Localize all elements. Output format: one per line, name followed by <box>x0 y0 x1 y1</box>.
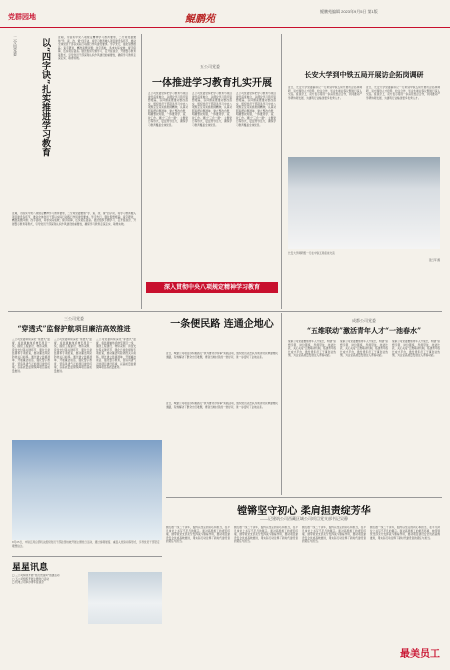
main-photo-caption: 8月25日，中铁五局总部机关组织党员干部赴西柏坡开展主题党日活动，通过参观展馆、重温入党誓词等形式，引导党员干部坚定理想信念。 <box>12 541 160 548</box>
article-5-body: 近日，城建公司项目部积极践行“我为群众办实事”实践活动，组织党员突击队为周边村民修建便民道路，有效解决了群众出行难题，得到当地村民的一致好评，进一步密切了企地关系。 <box>166 352 278 359</box>
article-2-body-col3: 五公司党委坚持把学习教育与项目建设深度融合，以理论学习筑牢思想根基，以问题查摆推动整改落实，组织党员干部逐条学习中央八项规定及其实施细则精神，认真对照查摆问题清单，建立整改台账，明确整改时限，一体推进学、查、改工作。通过“三会一课”、主题党日等形式，层层传导压力，确保学习教育覆盖全体党员。 <box>236 92 276 127</box>
column-divider <box>281 313 282 495</box>
section-divider <box>12 556 162 557</box>
article-8-photo <box>88 572 162 624</box>
article-2-banner: 深入贯彻中央八项规定精神学习教育 <box>146 282 278 293</box>
column-divider <box>281 34 282 309</box>
article-4-body-col3: 三公司党委持续深化“穿透式”监督，将监督触角延伸至项目一线，围绕工程建设、物资采购、资金支付等关键环节，强化日常监督和专项检查，推动廉洁风险防控关口前移。通过建立监督清单、开展廉洁谈话、强化警示教育，营造风清气正的项目建设环境，以高质量监督保障项目高质量推进。 <box>96 338 136 369</box>
article-1-body-continued: 近期，为落实中央八项规定精神学习教育要求，二分局党委聚焦“学、查、改、督”四字诀，将学习教育融入项目建设各环节，推动全体党员干部以实际行动践行作风建设要求。学字先行，强化思想根基；查字跟进，精准查摆问题；改字落地，务求实际成效；督字保障，压实责任链条。通过组织专题学习、召开座谈会、开展警示教育等形式，引导党员干部深刻认识作风建设的重要性，确保学习教育走深走实、取得实效。 <box>12 212 136 226</box>
article-3-body-col2: 近日，长安大学党委副书记一行来到中铁五局开展访企拓岗调研，双方围绕人才培养、校企合作、毕业生就业等议题进行深入交流。座谈会上，双方表示将进一步深化校企合作，共同推动产学研协同发展，为建筑行业输送更多优秀人才。 <box>366 86 440 100</box>
article-2-title: 一体推进学习教育扎实开展 <box>152 78 272 89</box>
article-8-title: 星星讯息 <box>12 563 49 573</box>
article-3-body: 近日，长安大学党委副书记一行来到中铁五局开展访企拓岗调研，双方围绕人才培养、校企合作、毕业生就业等议题进行深入交流。座谈会上，双方表示将进一步深化校企合作，共同推动产学研协同发展，为建筑行业输送更多优秀人才。 <box>288 86 362 100</box>
article-3-title: 长安大学到中铁五局开展访企拓岗调研 <box>304 70 424 79</box>
masthead-logo: 鲲鹏苑 <box>185 14 215 25</box>
article-6-body-col2: 成都公司党委聚焦青年人才成长，构建“思想引领、岗位锻炼、导师带徒、技能比武、关心关爱”五维联动机制，搭建青年成长成才平台，激发青年员工干事创业热情，为企业高质量发展注入青春动能。 <box>340 340 388 357</box>
article-2-kicker: 五公司党委 <box>200 64 220 69</box>
article-3-photo-caption: 长安大学调研组一行在中铁五局座谈交流 <box>288 252 335 255</box>
article-4-body-col2: 三公司党委持续深化“穿透式”监督，将监督触角延伸至项目一线，围绕工程建设、物资采购、资金支付等关键环节，强化日常监督和专项检查，推动廉洁风险防控关口前移。通过建立监督清单、开展廉洁谈话、强化警示教育，营造风清气正的项目建设环境，以高质量监督保障项目高质量推进。 <box>54 338 92 373</box>
article-1-kicker: 二分局党委 <box>13 36 18 56</box>
article-7-body-col3: 她扎根一线二十余年，始终以坚定的初心和担当，在平凡岗位上书写不平凡的篇章。面对高原施工的艰苦环境，她带领党支部充分发挥战斗堡垒作用，推动项目建设安全优质高效推进，用实际行动诠释了新时代建设者的责任与担当。 <box>302 526 366 543</box>
article-4-kicker: 三公司党委 <box>64 316 84 321</box>
section-divider <box>166 497 442 498</box>
article-4-body: 三公司党委持续深化“穿透式”监督，将监督触角延伸至项目一线，围绕工程建设、物资采购、资金支付等关键环节，强化日常监督和专项检查，推动廉洁风险防控关口前移。通过建立监督清单、开展廉洁谈话、强化警示教育，营造风清气正的项目建设环境，以高质量监督保障项目高质量推进。 <box>12 338 50 373</box>
header-rule <box>0 27 450 28</box>
section-label: 党群园地 <box>8 14 36 21</box>
article-5-title: 一条便民路 连通企地心 <box>170 319 274 330</box>
article-6-title: “五维联动”激活青年人才“一池春水” <box>306 326 422 335</box>
article-7-body-col2: 她扎根一线二十余年，始终以坚定的初心和担当，在平凡岗位上书写不平凡的篇章。面对高原施工的艰苦环境，她带领党支部充分发挥战斗堡垒作用，推动项目建设安全优质高效推进，用实际行动诠释了新时代建设者的责任与担当。 <box>234 526 298 543</box>
page-header <box>0 0 450 26</box>
article-6-body: 成都公司党委聚焦青年人才成长，构建“思想引领、岗位锻炼、导师带徒、技能比武、关心关爱”五维联动机制，搭建青年成长成才平台，激发青年员工干事创业热情，为企业高质量发展注入青春动能。 <box>288 340 336 357</box>
article-2-body: 五公司党委坚持把学习教育与项目建设深度融合，以理论学习筑牢思想根基，以问题查摆推动整改落实，组织党员干部逐条学习中央八项规定及其实施细则精神，认真对照查摆问题清单，建立整改台账，明确整改时限，一体推进学、查、改工作。通过“三会一课”、主题党日等形式，层层传导压力，确保学习教育覆盖全体党员。 <box>148 92 188 127</box>
article-7-subtitle: ——记建筑公司西藏区域公司项目党支部书记吴静 <box>260 516 348 521</box>
article-3-credit: 张红军 摄 <box>428 259 440 262</box>
article-7-body: 她扎根一线二十余年，始终以坚定的初心和担当，在平凡岗位上书写不平凡的篇章。面对高原施工的艰苦环境，她带领党支部充分发挥战斗堡垒作用，推动项目建设安全优质高效推进，用实际行动诠释了新时代建设者的责任与担当。 <box>166 526 230 543</box>
issue-meta: 鲲鹏苑编辑 2023年9月5日 第1版 <box>320 9 378 14</box>
article-7-body-col4: 她扎根一线二十余年，始终以坚定的初心和担当，在平凡岗位上书写不平凡的篇章。面对高原施工的艰苦环境，她带领党支部充分发挥战斗堡垒作用，推动项目建设安全优质高效推进，用实际行动诠释了新时代建设者的责任与担当。 <box>370 526 440 540</box>
article-4-title: “穿透式”监督护航项目廉洁高效推进 <box>17 324 131 333</box>
main-photo <box>12 440 162 540</box>
article-7-title: 镗锵坚守初心 柔肩担责绽芳华 <box>237 506 371 517</box>
article-6-kicker: 成都公司党委 <box>352 318 376 323</box>
article-8-body <box>12 574 84 662</box>
list-item: □ 五公司组织开展主题党日活动 <box>12 577 49 581</box>
footer-logo: 最美员工 <box>400 649 440 660</box>
article-3-photo <box>288 157 440 249</box>
column-divider <box>141 34 142 309</box>
section-divider <box>8 311 442 312</box>
list-item: □ 三公司持续开展“党员先锋岗”创建活动 <box>12 574 60 577</box>
article-1-body: 近期，为落实中央八项规定精神学习教育要求，二分局党委聚焦“学、查、改、督”四字诀，将学习教育融入项目建设各环节，推动全体党员干部以实际行动践行作风建设要求。学字先行，强化思想根基；查字跟进，精准查摆问题；改字落地，务求实际成效；督字保障，压实责任链条。通过组织专题学习、召开座谈会、开展警示教育等形式，引导党员干部深刻认识作风建设的重要性，确保学习教育走深走实、取得实效。 <box>58 36 136 60</box>
article-2-body-col2: 五公司党委坚持把学习教育与项目建设深度融合，以理论学习筑牢思想根基，以问题查摆推动整改落实，组织党员干部逐条学习中央八项规定及其实施细则精神，认真对照查摆问题清单，建立整改台账，明确整改时限，一体推进学、查、改工作。通过“三会一课”、主题党日等形式，层层传导压力，确保学习教育覆盖全体党员。 <box>192 92 232 127</box>
list-item: □ 机电公司举办青年座谈会 <box>12 581 44 584</box>
article-5-body-continued: 近日，城建公司项目部积极践行“我为群众办实事”实践活动，组织党员突击队为周边村民修建便民道路，有效解决了群众出行难题，得到当地村民的一致好评，进一步密切了企地关系。 <box>166 402 278 409</box>
article-1-title: 以“四字诀”扎实推进学习教育 <box>40 38 50 157</box>
article-6-body-col3: 成都公司党委聚焦青年人才成长，构建“思想引领、岗位锻炼、导师带徒、技能比武、关心关爱”五维联动机制，搭建青年成长成才平台，激发青年员工干事创业热情，为企业高质量发展注入青春动能。 <box>392 340 440 357</box>
